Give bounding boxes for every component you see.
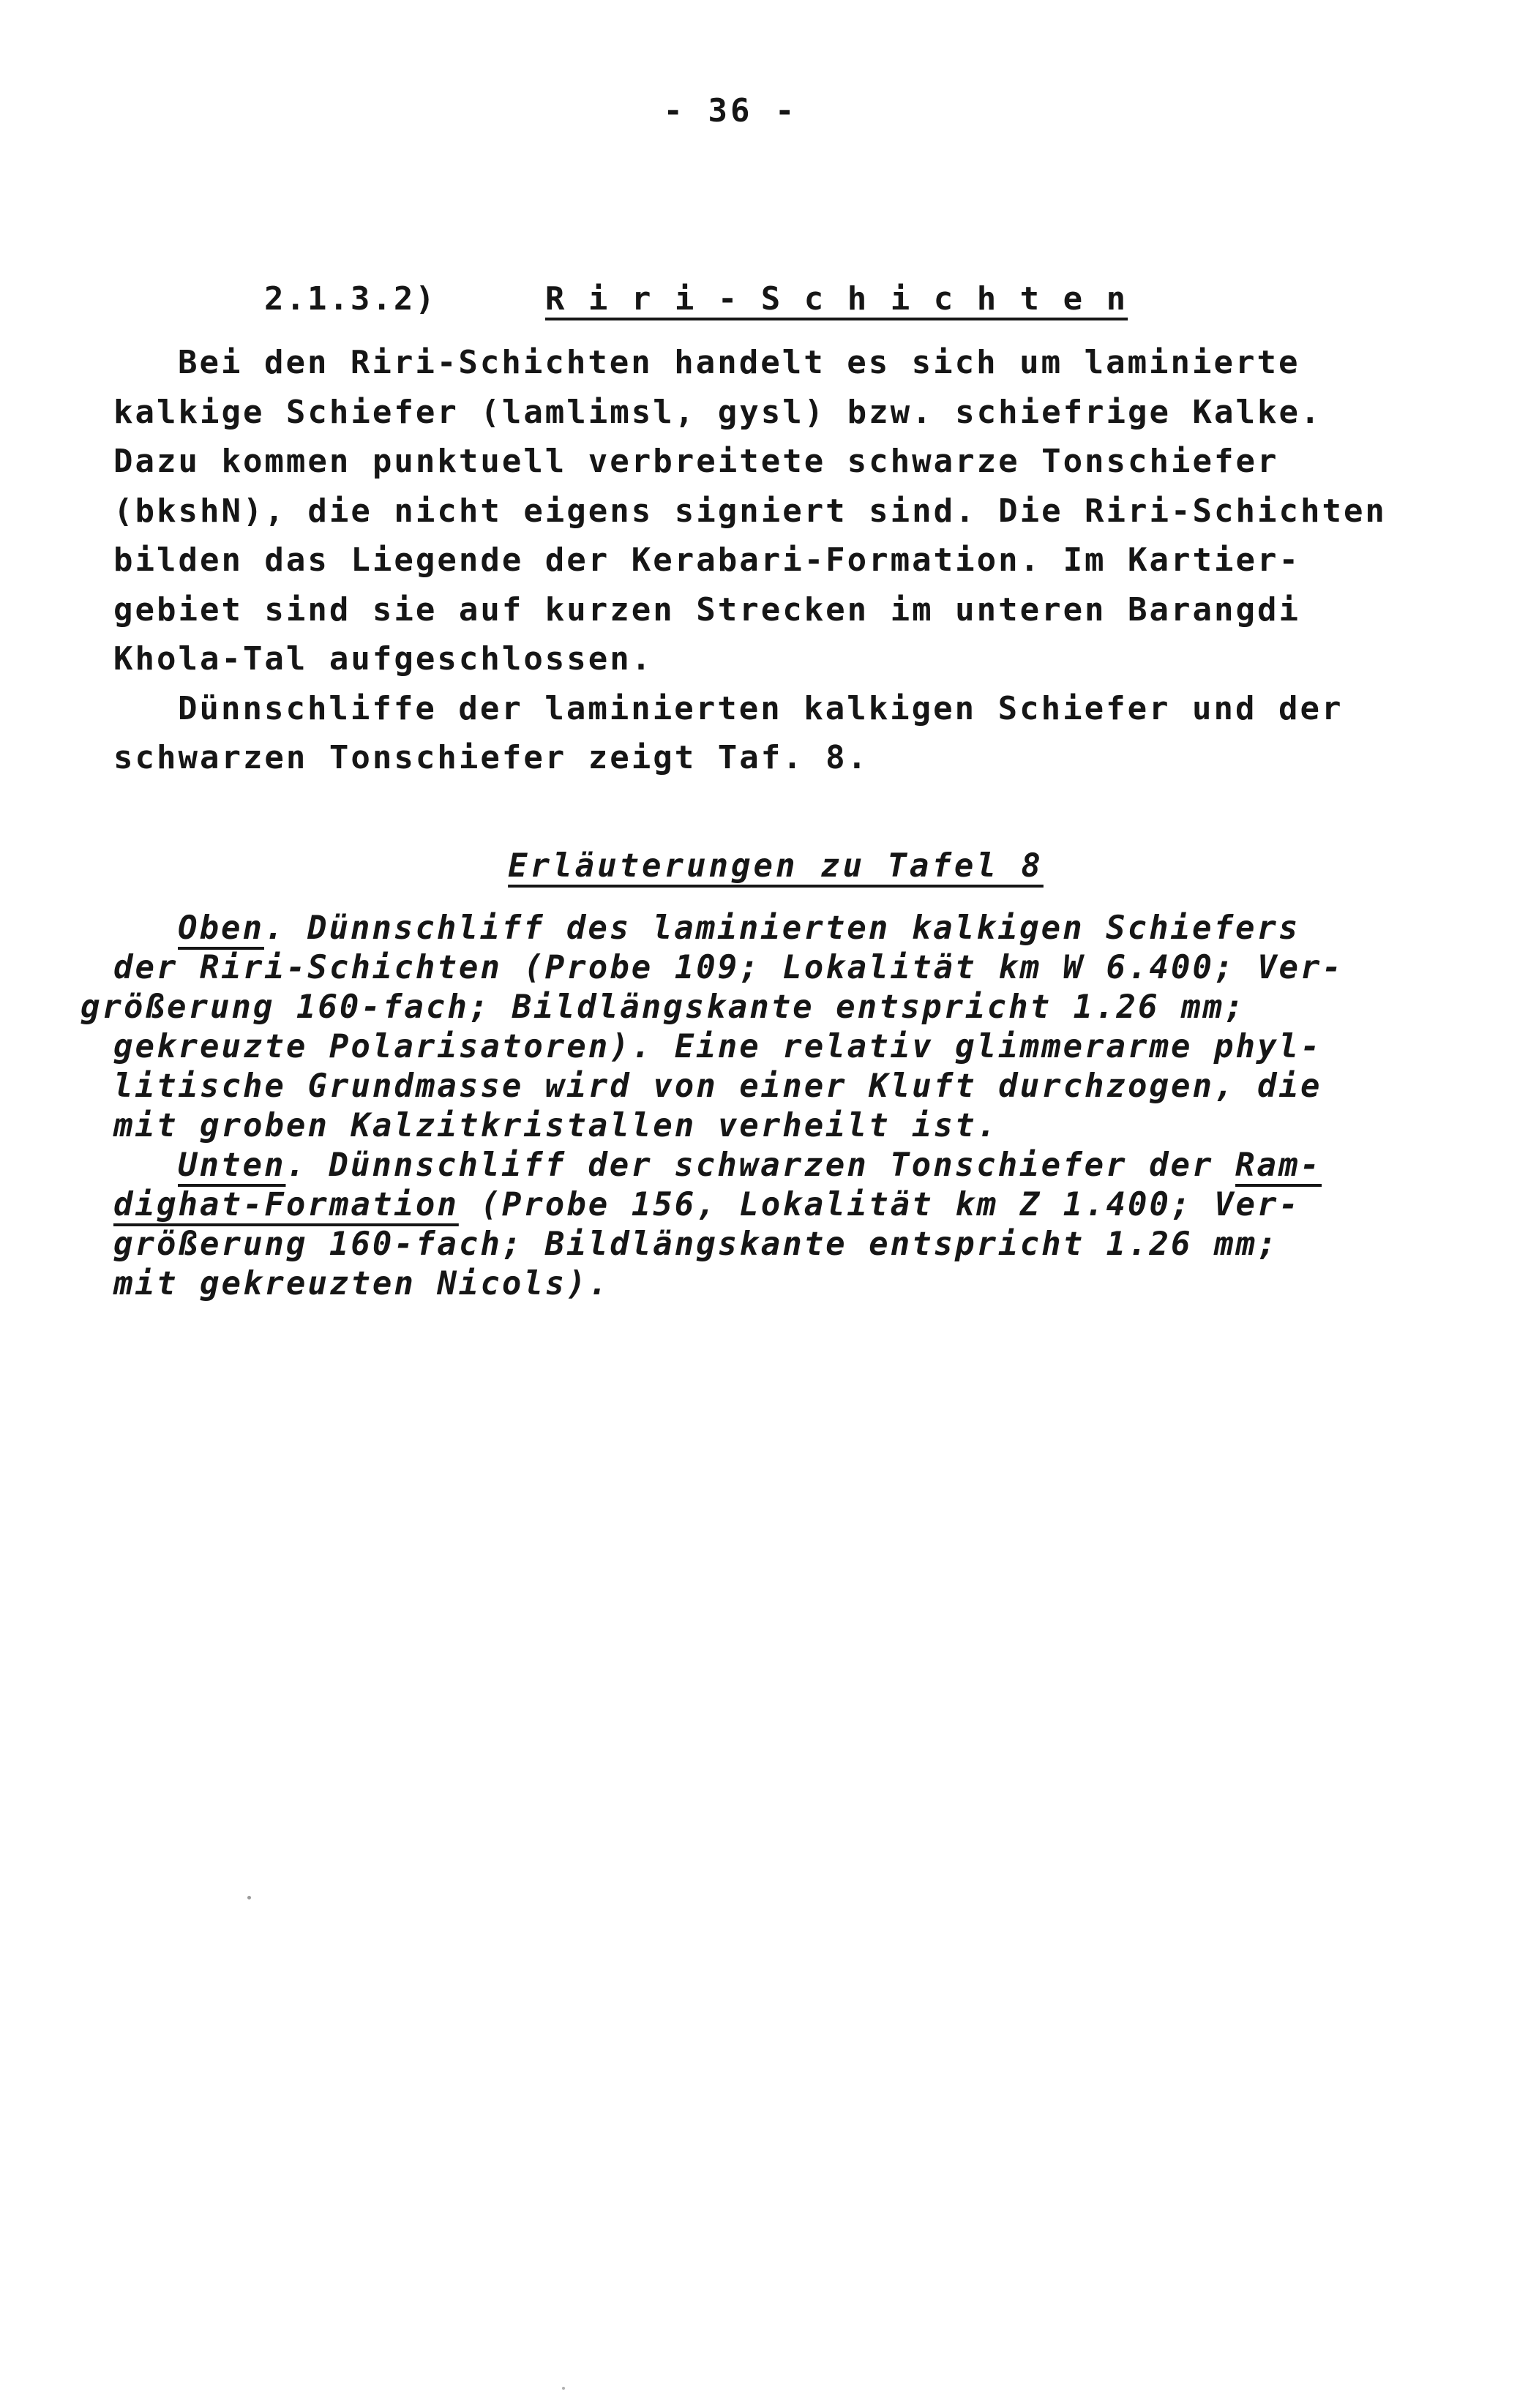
text-line: schwarzen Tonschiefer zeigt Taf. 8.	[113, 739, 869, 776]
body-paragraph-lines	[113, 338, 1387, 783]
text-line	[113, 1146, 1344, 1185]
plate-note-lines	[80, 909, 1344, 1304]
text-line	[113, 1185, 1344, 1225]
text-line	[113, 1027, 1344, 1067]
text-segment: gekreuzte Polarisatoren). Eine relativ glimmerarme phyl-	[113, 1028, 1322, 1065]
text-segment: mit groben Kalzitkristallen verheilt ist.	[113, 1107, 999, 1144]
underlined-text: Unten	[178, 1147, 286, 1184]
paper-speck	[247, 1896, 251, 1899]
section-number: 2.1.3.2)	[263, 280, 437, 318]
text-line: Bei den Riri-Schichten handelt es sich um laminierte	[178, 344, 1300, 381]
body-paragraph	[113, 338, 1387, 783]
underlined-text: dighat-Formation	[113, 1186, 459, 1223]
text-line	[113, 1067, 1344, 1106]
text-segment: (Probe 156, Lokalität km Z 1.400; Ver-	[458, 1186, 1300, 1223]
text-segment: größerung 160-fach; Bildlängskante entspricht 1.26 mm;	[80, 989, 1246, 1026]
text-line: gebiet sind sie auf kurzen Strecken im unteren Barangdi	[113, 590, 1300, 629]
underlined-text: Ram-	[1235, 1147, 1322, 1184]
page-number: - 36 -	[663, 92, 798, 130]
text-line	[113, 1106, 1344, 1146]
text-segment: größerung 160-fach; Bildlängskante entspricht 1.26 mm;	[113, 1226, 1279, 1263]
text-segment: litische Grundmasse wird von einer Kluft durchzogen, die	[113, 1068, 1322, 1105]
text-line: Khola-Tal aufgeschlossen.	[113, 640, 653, 678]
text-line	[80, 988, 1344, 1027]
text-line: Dünnschliffe der laminierten kalkigen Schiefer und der	[178, 689, 1344, 727]
text-line	[113, 909, 1344, 948]
text-segment: der Riri-Schichten (Probe 109; Lokalität km W 6.400; Ver-	[113, 949, 1344, 986]
text-line	[113, 1225, 1344, 1264]
text-segment: . Dünnschliff der schwarzen Tonschiefer der	[285, 1147, 1236, 1184]
text-line: Dazu kommen punktuell verbreitete schwarze Tonschiefer	[113, 443, 1279, 480]
text-segment: mit gekreuzten Nicols).	[113, 1265, 610, 1302]
plate-notes-heading: Erläuterungen zu Tafel 8	[508, 847, 1044, 885]
text-segment: . Dünnschliff des laminierten kalkigen Schiefers	[263, 909, 1300, 947]
underlined-text: Oben	[178, 909, 264, 947]
text-line	[113, 948, 1344, 988]
plate-notes-paragraph	[80, 909, 1344, 1304]
text-line: kalkige Schiefer (lamlimsl, gysl) bzw. schiefrige Kalke.	[113, 393, 1322, 431]
text-line: bilden das Liegende der Kerabari-Formation. Im Kartier-	[113, 541, 1300, 579]
section-title: R i r i - S c h i c h t e n	[544, 280, 1128, 318]
paper-speck	[562, 2387, 565, 2390]
text-line	[113, 1264, 1344, 1304]
text-line: (bkshN), die nicht eigens signiert sind. Die Riri-Schichten	[113, 492, 1387, 530]
